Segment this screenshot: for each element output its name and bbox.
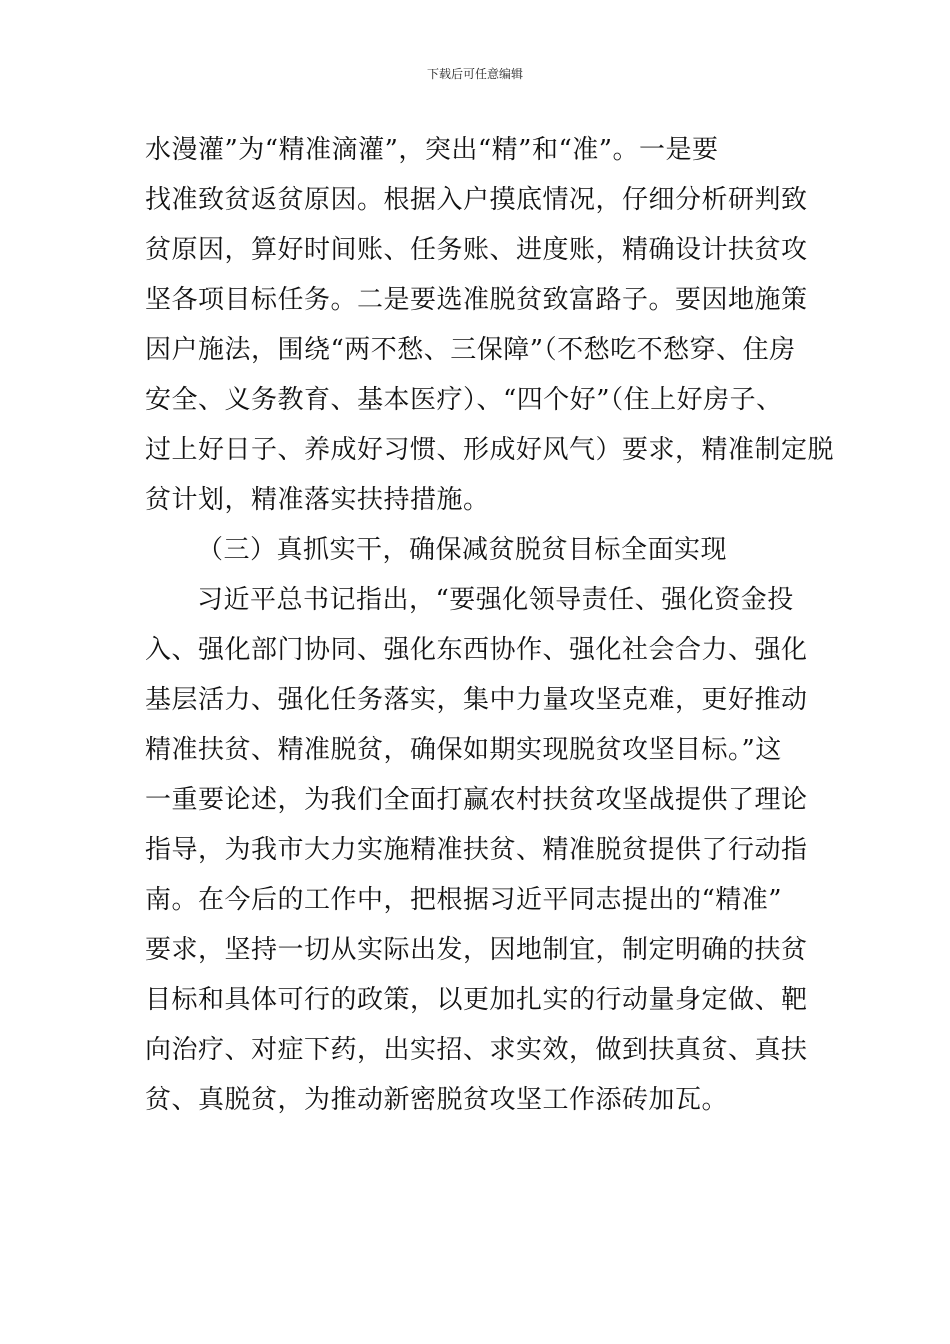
text-line: 指导，为我市大力实施精准扶贫、精准脱贫提供了行动指 xyxy=(145,835,808,865)
text-line: 过上好日子、养成好习惯、形成好风气）要求，精准制定脱 xyxy=(145,435,835,465)
text-line: 安全、义务教育、基本医疗）、“四个好”（住上好房子、 xyxy=(145,385,783,415)
header-note: 下载后可任意编辑 xyxy=(426,67,523,81)
text-line: 一重要论述，为我们全面打赢农村扶贫攻坚战提供了理论 xyxy=(145,785,808,815)
text-line: 坚各项目标任务。二是要选准脱贫致富路子。要因地施策 xyxy=(145,285,808,315)
text-line: 要求，坚持一切从实际出发，因地制宜，制定明确的扶贫 xyxy=(145,935,808,965)
text-line: 精准扶贫、精准脱贫，确保如期实现脱贫攻坚目标。”这 xyxy=(145,735,782,765)
text-line: 找准致贫返贫原因。根据入户摸底情况，仔细分析研判致 xyxy=(145,185,808,215)
text-line: 南。在今后的工作中，把根据习近平同志提出的“精准” xyxy=(145,885,783,915)
text-line: 基层活力、强化任务落实，集中力量攻坚克难，更好推动 xyxy=(145,685,808,715)
text-line: 水漫灌”为“精准滴灌”，突出“精”和“准”。一是要 xyxy=(145,135,719,165)
text-line: 目标和具体可行的政策，以更加扎实的行动量身定做、靶 xyxy=(145,985,808,1015)
text-line: 贫计划，精准落实扶持措施。 xyxy=(145,485,490,515)
text-line: 贫、真脱贫，为推动新密脱贫攻坚工作添砖加瓦。 xyxy=(145,1085,729,1115)
text-line: 贫原因，算好时间账、任务账、进度账，精确设计扶贫攻 xyxy=(145,235,808,265)
text-line: 因户施法，围绕“两不愁、三保障”（不愁吃不愁穿、住房 xyxy=(145,335,796,365)
text-line: 入、强化部门协同、强化东西协作、强化社会合力、强化 xyxy=(145,635,808,665)
text-line: 习近平总书记指出，“要强化领导责任、强化资金投 xyxy=(197,585,794,615)
section-heading: （三）真抓实干，确保减贫脱贫目标全面实现 xyxy=(197,535,728,565)
text-line: 向治疗、对症下药，出实招、求实效，做到扶真贫、真扶 xyxy=(145,1035,808,1065)
